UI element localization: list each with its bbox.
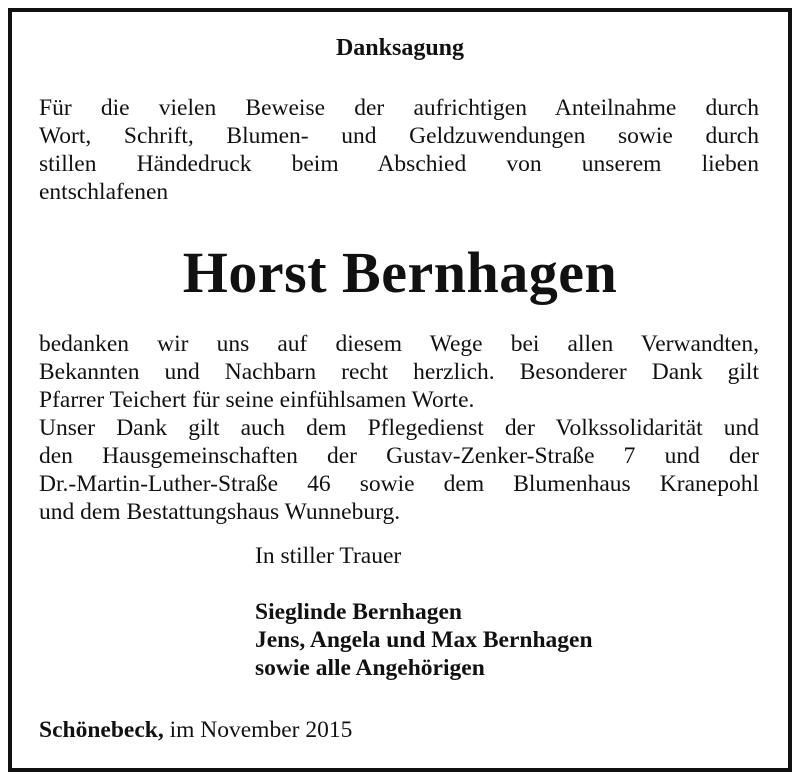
notice-frame	[8, 8, 792, 772]
intro-line: entschlafenen	[39, 179, 169, 205]
thanks-line: Pfarrer Teichert für seine einfühlsamen Worte.	[39, 387, 475, 413]
notice-heading: Danksagung	[335, 35, 465, 61]
signer-line: sowie alle Angehörigen	[255, 655, 485, 681]
intro-line: Für die vielen Beweise der aufrichtigen Anteilnahme durch	[39, 95, 759, 121]
thanks-paragraph	[39, 330, 759, 526]
signer-line: Sieglinde Bernhagen	[255, 599, 462, 625]
signers-block	[255, 598, 593, 682]
place: Schönebeck,	[39, 717, 164, 743]
thanks-line: und dem Bestattungshaus Wunneburg.	[39, 499, 401, 525]
thanks-line: bedanken wir uns auf diesem Wege bei allen Verwandten,	[39, 331, 759, 357]
thanks-line: Bekannten und Nachbarn recht herzlich. Besonderer Dank gilt	[39, 359, 759, 385]
intro-line: stillen Händedruck beim Abschied von unserem lieben	[39, 151, 759, 177]
intro-line: Wort, Schrift, Blumen- und Geldzuwendungen sowie durch	[39, 123, 759, 149]
place-date-line	[39, 716, 352, 744]
deceased-name: Horst Bernhagen	[182, 240, 618, 305]
thanks-line: Unser Dank gilt auch dem Pflegedienst der Volkssolidarität und	[39, 415, 759, 441]
intro-paragraph	[39, 94, 759, 206]
signoff: In stiller Trauer	[255, 543, 402, 569]
thanks-line: den Hausgemeinschaften der Gustav-Zenker-Straße 7 und der	[39, 443, 759, 469]
thanks-line: Dr.-Martin-Luther-Straße 46 sowie dem Blumenhaus Kranepohl	[39, 471, 759, 497]
date: im November 2015	[169, 717, 353, 743]
signer-line: Jens, Angela und Max Bernhagen	[255, 627, 593, 653]
